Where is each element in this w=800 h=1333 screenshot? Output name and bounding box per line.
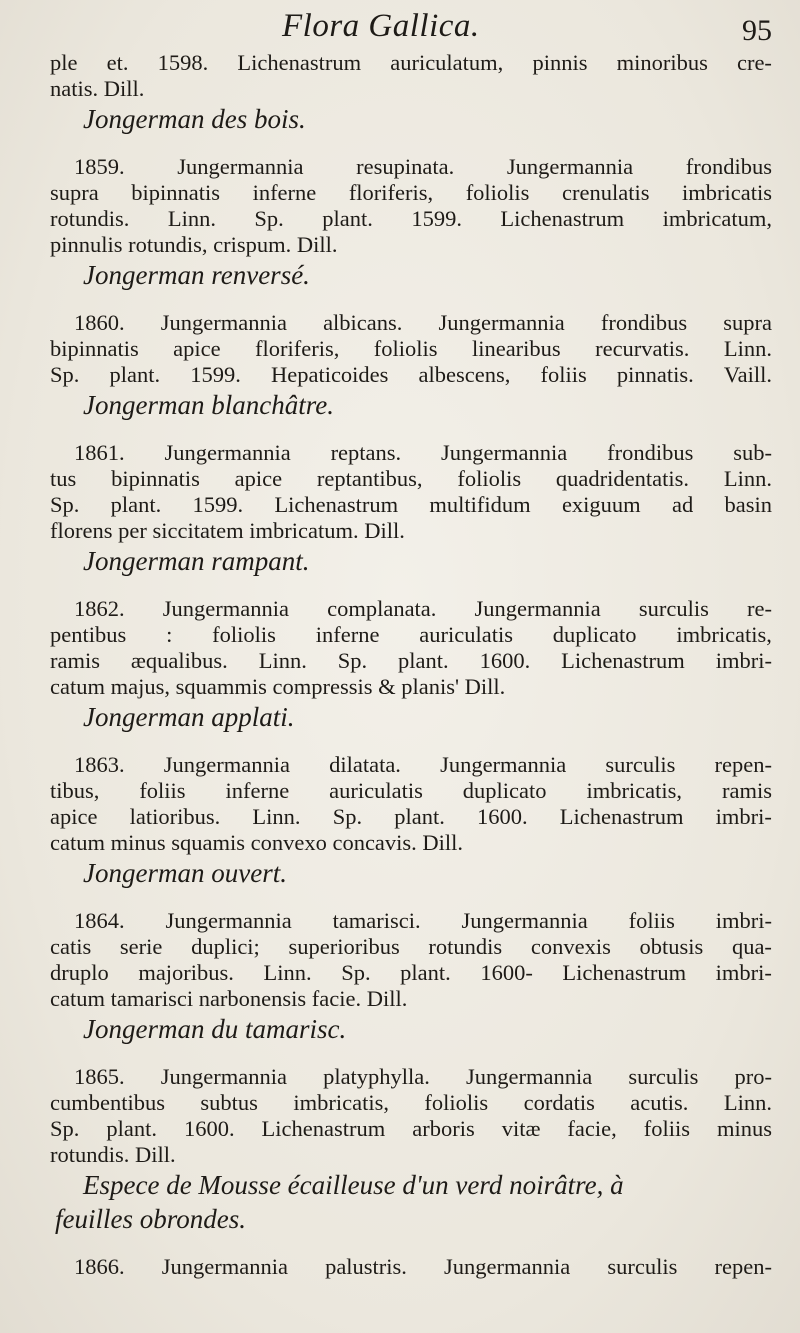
text-line: rotundis. Linn. Sp. plant. 1599. Lichenastrum imbricatum, [50, 206, 772, 231]
text-line: Sp. plant. 1600. Lichenastrum arboris vitæ facie, foliis minus [50, 1116, 772, 1141]
text-line: catum tamarisci narbonensis facie. Dill. [50, 986, 408, 1011]
text-line: 1864. Jungermannia tamarisci. Jungermannia foliis imbri- [74, 908, 772, 933]
page-number: 95 [742, 14, 772, 47]
french-name: Jongerman du tamarisc. [83, 1014, 347, 1044]
text-line: catis serie duplici; superioribus rotundis convexis obtusis qua- [50, 934, 772, 959]
text-line: pentibus : foliolis inferne auriculatis duplicato imbricatis, [50, 622, 772, 647]
french-name: Espece de Mousse écailleuse d'un verd noirâtre, à [83, 1170, 624, 1200]
text-line: 1866. Jungermannia palustris. Jungermannia surculis repen- [74, 1254, 772, 1279]
text-line: druplo majoribus. Linn. Sp. plant. 1600- Lichenastrum imbri- [50, 960, 772, 985]
text-line: 1865. Jungermannia platyphylla. Jungermannia surculis pro- [74, 1064, 772, 1089]
species-entry [50, 596, 772, 734]
text-line: 1861. Jungermannia reptans. Jungermannia frondibus sub- [74, 440, 772, 465]
species-entry [50, 752, 772, 890]
text-line: 1862. Jungermannia complanata. Jungermannia surculis re- [74, 596, 772, 621]
text-line: tus bipinnatis apice reptantibus, foliolis quadridentatis. Linn. [50, 466, 772, 491]
french-name-continued: feuilles obrondes. [55, 1204, 246, 1234]
text-line: rotundis. Dill. [50, 1142, 176, 1167]
text-line: cumbentibus subtus imbricatis, foliolis cordatis acutis. Linn. [50, 1090, 772, 1115]
species-entry [50, 310, 772, 422]
text-line: pinnulis rotundis, crispum. Dill. [50, 232, 338, 257]
running-title: Flora Gallica. [282, 8, 480, 44]
text-line: Sp. plant. 1599. Lichenastrum multifidum exiguum ad basin [50, 492, 772, 517]
text-line: apice latioribus. Linn. Sp. plant. 1600. Lichenastrum imbri- [50, 804, 772, 829]
species-entry [50, 154, 772, 292]
text-line: catum minus squamis convexo concavis. Dill. [50, 830, 464, 855]
page-header [0, 6, 800, 46]
text-line: florens per siccitatem imbricatum. Dill. [50, 518, 405, 543]
text-line: tibus, foliis inferne auriculatis duplicato imbricatis, ramis [50, 778, 772, 803]
french-name: Jongerman ouvert. [83, 858, 287, 888]
french-name: Jongerman renversé. [83, 260, 310, 290]
text-line: 1860. Jungermannia albicans. Jungermannia frondibus supra [74, 310, 772, 335]
species-entry [50, 908, 772, 1046]
page-text [50, 50, 772, 1280]
text-line: bipinnatis apice floriferis, foliolis linearibus recurvatis. Linn. [50, 336, 772, 361]
species-entry [50, 440, 772, 578]
text-line: 1859. Jungermannia resupinata. Jungermannia frondibus [74, 154, 772, 179]
text-line: Sp. plant. 1599. Hepaticoides albescens, foliis pinnatis. Vaill. [50, 362, 772, 387]
text-line: ple et. 1598. Lichenastrum auriculatum, pinnis minoribus cre- [50, 50, 772, 75]
french-name: Jongerman applati. [83, 702, 295, 732]
species-entry [50, 1064, 772, 1236]
text-line: catum majus, squammis compressis & planis' Dill. [50, 674, 506, 699]
text-line: supra bipinnatis inferne floriferis, foliolis crenulatis imbricatis [50, 180, 772, 205]
french-name: Jongerman blanchâtre. [83, 390, 334, 420]
french-name: Jongerman des bois. [83, 104, 306, 134]
text-line: 1863. Jungermannia dilatata. Jungermannia surculis repen- [74, 752, 772, 777]
text-line: ramis æqualibus. Linn. Sp. plant. 1600. Lichenastrum imbri- [50, 648, 772, 673]
french-name: Jongerman rampant. [83, 546, 310, 576]
text-line: natis. Dill. [50, 76, 145, 101]
